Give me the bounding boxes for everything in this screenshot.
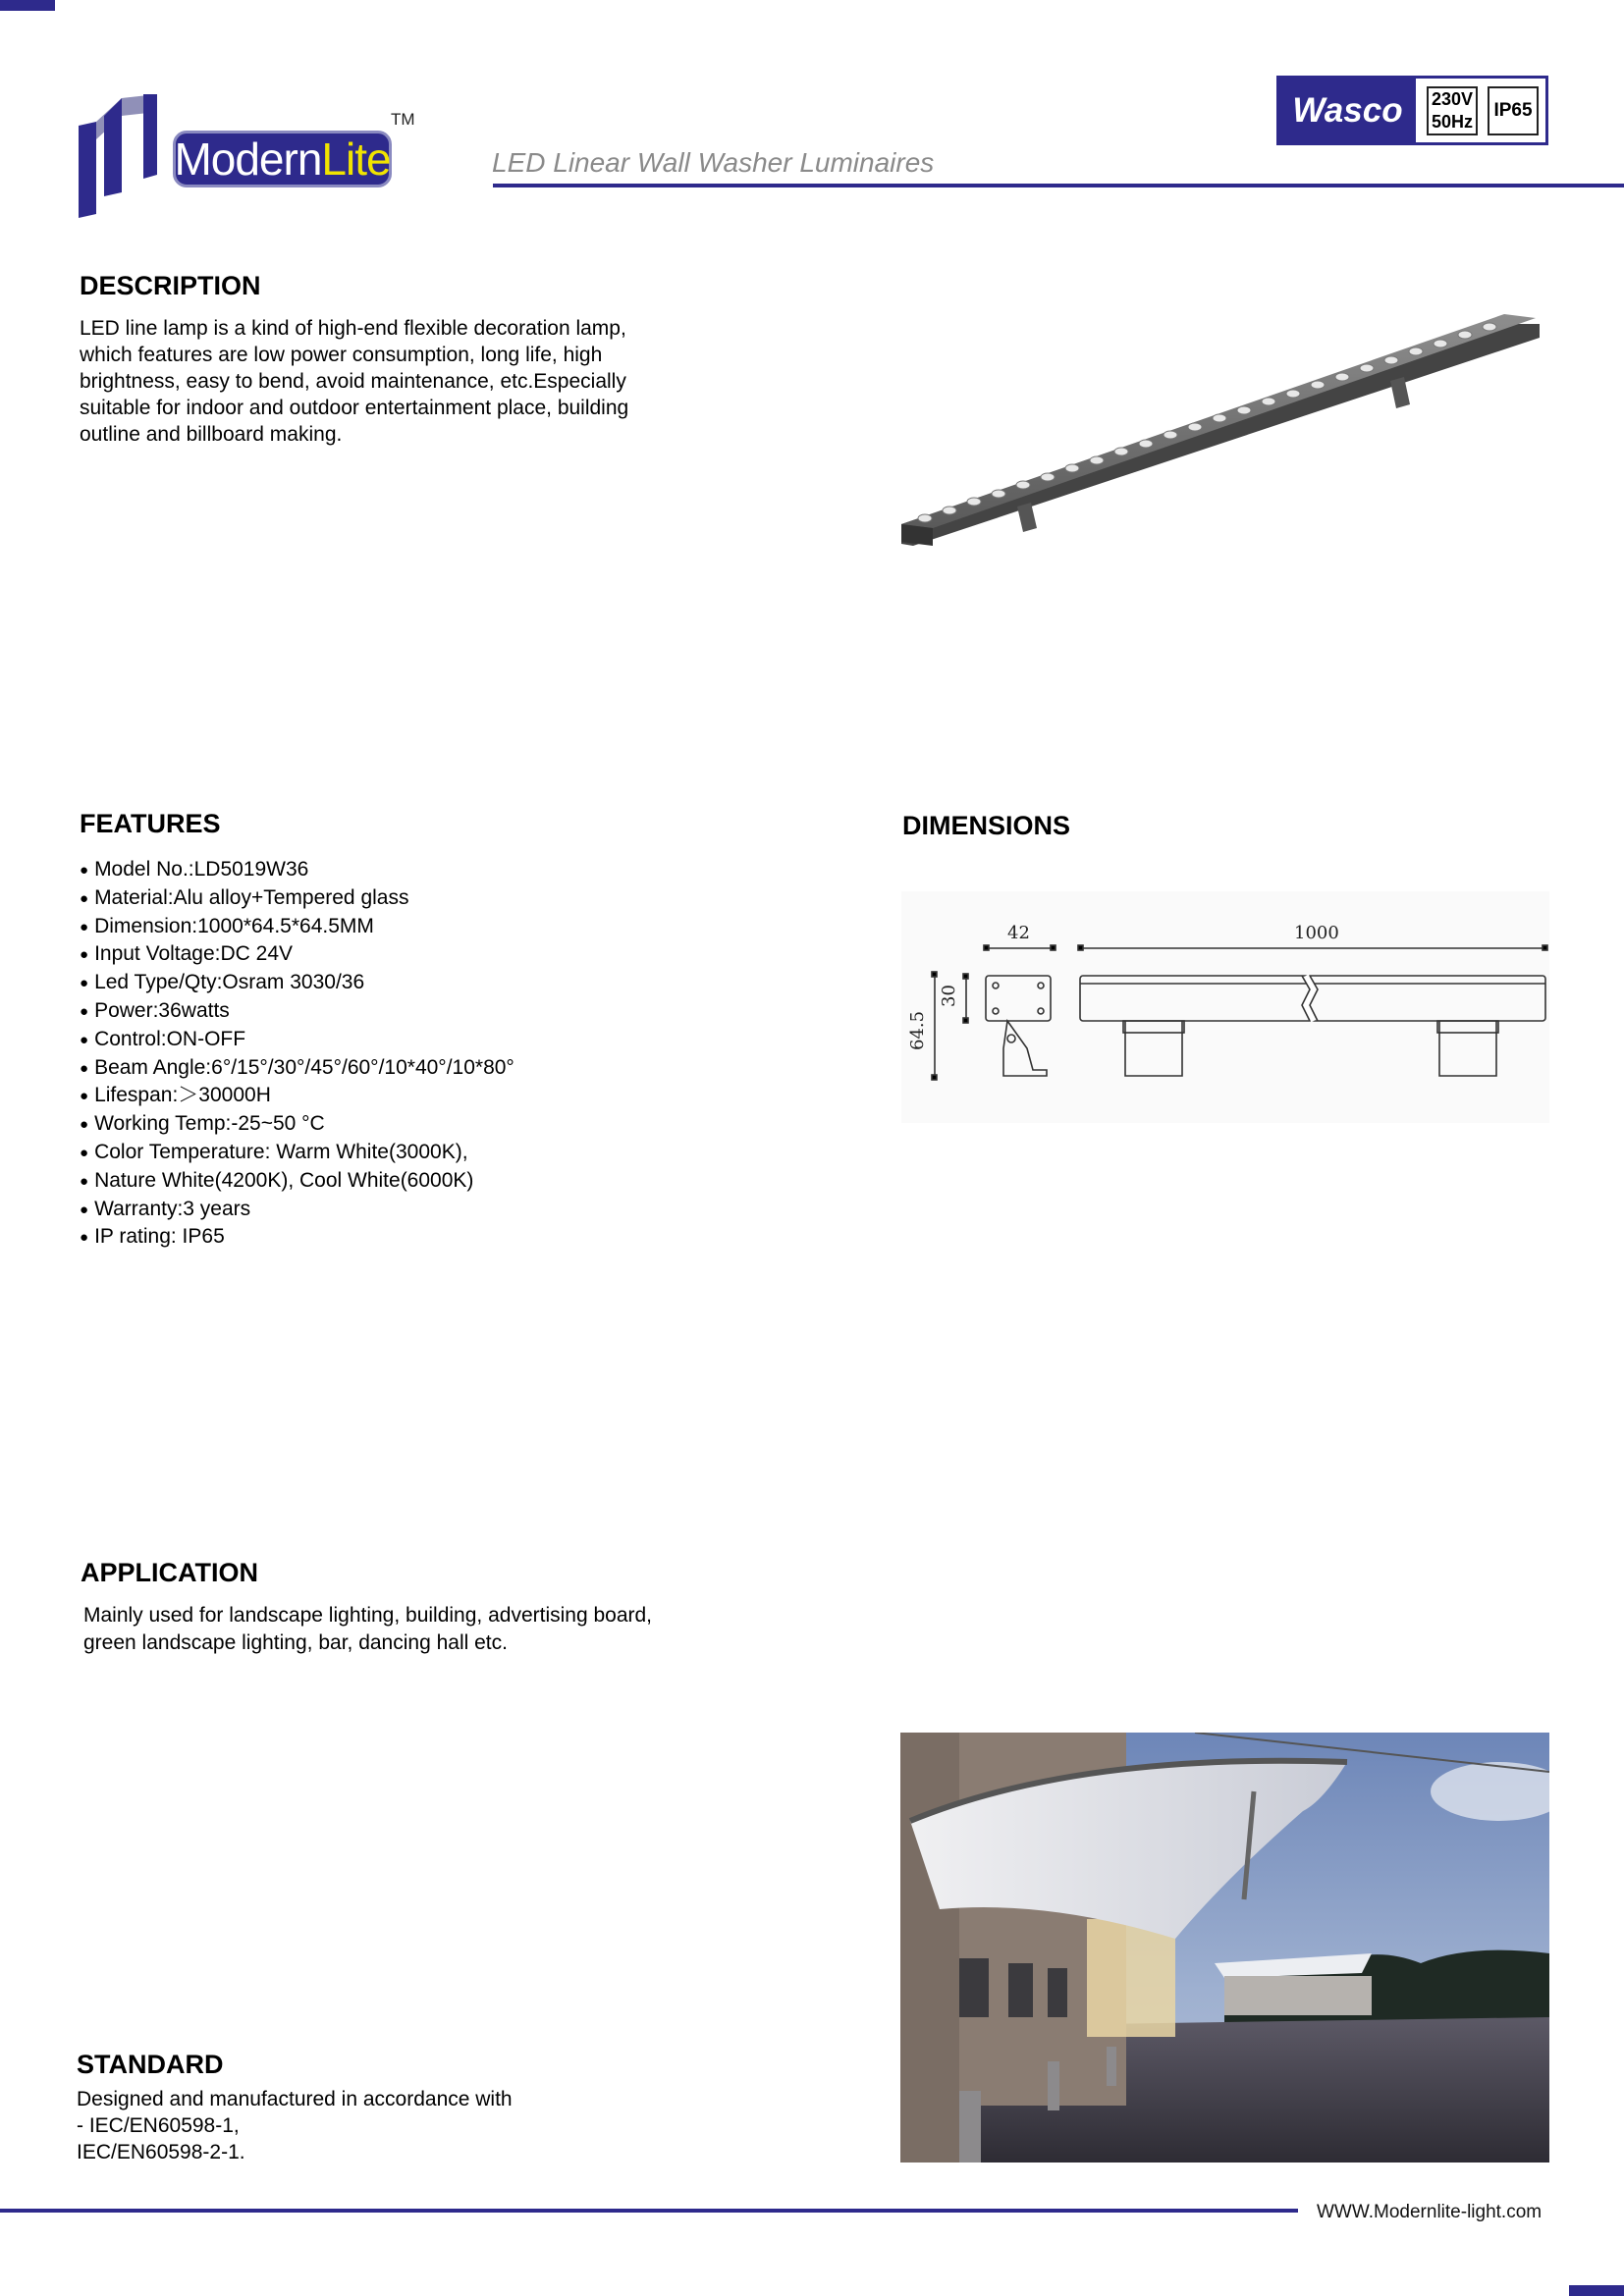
standard-heading: STANDARD	[77, 2050, 224, 2079]
feature-item: ● Color Temperature: Warm White(3000K),	[80, 1140, 514, 1168]
badge-ip-rating: IP65	[1488, 86, 1539, 135]
dimensions-heading: DIMENSIONS	[902, 811, 1071, 840]
logo-word-modern: Modern	[174, 133, 322, 185]
badge-brand-name: Wasco	[1279, 79, 1416, 142]
standard-text	[77, 2086, 513, 2165]
application-photo-canopy	[900, 1733, 1549, 2163]
dimension-label-depth: 64.5	[907, 1010, 928, 1050]
trademark-symbol: TM	[391, 110, 415, 129]
feature-item: ● Led Type/Qty:Osram 3030/36	[80, 970, 514, 998]
feature-item: ● Power:36watts	[80, 998, 514, 1027]
footer-divider	[0, 2209, 1298, 2213]
features-list	[80, 857, 514, 1253]
logo-word-lite: Lite	[321, 133, 391, 185]
description-line: which features are low power consumption, long life, high	[80, 344, 603, 366]
feature-item: ● Nature White(4200K), Cool White(6000K)	[80, 1168, 514, 1197]
badge-voltage-line2: 50Hz	[1431, 112, 1474, 132]
standard-line: Designed and manufactured in accordance with	[77, 2088, 513, 2110]
corner-accent-bottom-right	[1569, 2285, 1624, 2296]
standard-line: - IEC/EN60598-1,	[77, 2114, 240, 2137]
application-heading: APPLICATION	[81, 1558, 258, 1587]
feature-item: ● Input Voltage:DC 24V	[80, 941, 514, 970]
standard-line: IEC/EN60598-2-1.	[77, 2141, 245, 2163]
header-divider	[493, 184, 1624, 187]
feature-item: ● Beam Angle:6°/15°/30°/45°/60°/10*40°/10*80°	[80, 1055, 514, 1084]
description-line: LED line lamp is a kind of high-end flexible decoration lamp,	[80, 317, 626, 340]
feature-item: ● IP rating: IP65	[80, 1224, 514, 1253]
feature-item: ● Lifespan:＞30000H	[80, 1083, 514, 1111]
footer-website-link[interactable]: WWW.Modernlite-light.com	[1317, 2202, 1543, 2222]
brand-badge	[1276, 76, 1548, 145]
page-subtitle: LED Linear Wall Washer Luminaires	[492, 147, 935, 178]
description-line: outline and billboard making.	[80, 423, 343, 446]
description-line: brightness, easy to bend, avoid maintenance, etc.Especially	[80, 370, 626, 393]
logo-wordmark	[173, 131, 392, 187]
feature-item: ● Model No.:LD5019W36	[80, 857, 514, 885]
badge-voltage-line1: 230V	[1431, 89, 1474, 109]
badge-voltage	[1427, 86, 1478, 135]
features-heading: FEATURES	[80, 809, 221, 838]
dimension-label-height: 30	[939, 985, 959, 1007]
description-text	[80, 315, 688, 448]
dimension-drawing	[901, 891, 1549, 1123]
dimension-label-length: 1000	[1294, 923, 1339, 943]
feature-item: ● Warranty:3 years	[80, 1197, 514, 1225]
feature-item: ● Material:Alu alloy+Tempered glass	[80, 885, 514, 914]
corner-accent-top-left	[0, 0, 55, 11]
dimension-label-width: 42	[1007, 923, 1030, 943]
product-image-linear-wall-washer	[895, 310, 1543, 556]
application-line: Mainly used for landscape lighting, building, advertising board,	[83, 1604, 653, 1627]
description-line: suitable for indoor and outdoor entertainment place, building	[80, 397, 629, 419]
description-heading: DESCRIPTION	[80, 271, 261, 300]
feature-item: ● Working Temp:-25~50 °C	[80, 1111, 514, 1140]
feature-item: ● Control:ON-OFF	[80, 1027, 514, 1055]
application-line: green landscape lighting, bar, dancing hall etc.	[83, 1631, 508, 1654]
feature-item: ● Dimension:1000*64.5*64.5MM	[80, 914, 514, 942]
application-text	[83, 1602, 771, 1657]
